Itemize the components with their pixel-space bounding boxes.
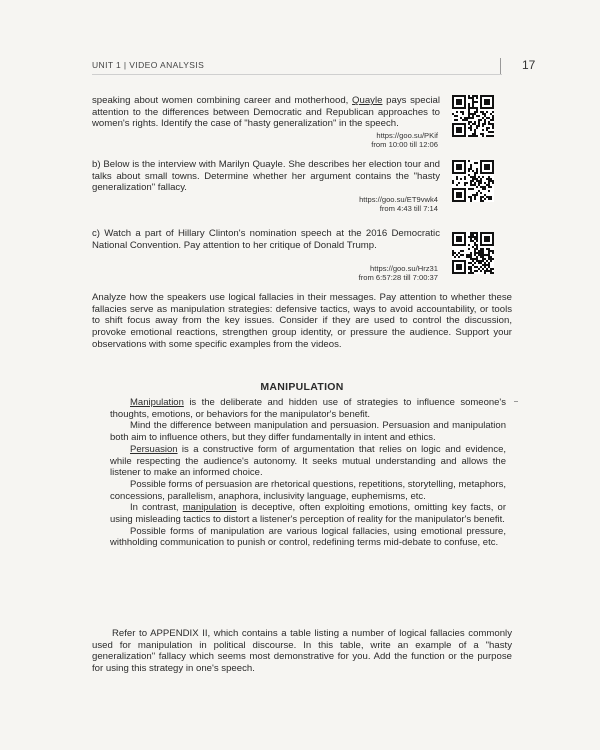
quayle-name: Quayle bbox=[352, 95, 383, 106]
manipulation-body bbox=[110, 397, 506, 549]
task-b-link-block bbox=[260, 195, 438, 214]
task-a-link-block bbox=[260, 131, 438, 150]
manipulation-definition: Manipulation is the deliberate and hidden use of strategies to influence someone's thoughts, emotions, or behaviors for the manipulator's benefit. bbox=[110, 397, 506, 420]
qr-code-b[interactable] bbox=[452, 160, 494, 202]
persuasion-definition: Persuasion is a constructive form of argumentation that relies on logic and evidence, while respecting the audience's autonomy. It seeks mutual understanding and allows the listener to make an informed choice. bbox=[110, 443, 506, 479]
task-b-link[interactable]: https://goo.su/ET9vwk4 bbox=[359, 195, 438, 204]
task-b-text: b) Below is the interview with Marilyn Quayle. She describes her election tour and talks about small towns. Determine whether her argument contains the "hasty generalization" fallacy. bbox=[92, 159, 440, 194]
page-number: 17 bbox=[522, 58, 536, 72]
running-header: UNIT 1 | VIDEO ANALYSIS bbox=[92, 60, 205, 70]
qr-code-c[interactable] bbox=[452, 232, 494, 274]
manipulation-vs-persuasion: Mind the difference between manipulation and persuasion. Persuasion and manipulation both aim to influence others, but they differ fundamentally in intent and ethics. bbox=[110, 420, 506, 444]
task-a-time: from 10:00 till 12:06 bbox=[371, 140, 438, 150]
task-c-time: from 6:57:28 till 7:00:37 bbox=[358, 273, 438, 283]
task-b-time: from 4:43 till 7:14 bbox=[379, 204, 438, 214]
manipulation-forms: Possible forms of manipulation are various logical fallacies, using emotional pressure, withholding communication to punish or control, redefining terms mid-debate to confuse, etc. bbox=[110, 525, 506, 549]
section-title-manipulation: MANIPULATION bbox=[260, 381, 344, 393]
term-manipulation-2: manipulation bbox=[182, 502, 237, 514]
header-rule bbox=[92, 74, 502, 75]
appendix-paragraph: Refer to APPENDIX II, which contains a table listing a number of logical fallacies commonly used for manipulation in political discourse. In this table, write an example of a "hasty generalization" fallacy which seems most demonstrative for you. Add the function or the purpose for using this strategy in one's speech. bbox=[92, 628, 512, 675]
task-c-link-block bbox=[260, 264, 438, 283]
task-a-link[interactable]: https://goo.su/PKif bbox=[376, 131, 438, 140]
qr-code-a[interactable] bbox=[452, 95, 494, 137]
manipulation-contrast: In contrast, manipulation is deceptive, often exploiting emotions, omitting key facts, or using misleading tactics to distort a listener's perception of reality for the manipulator's benefit. bbox=[110, 502, 506, 526]
task-c-link[interactable]: https://goo.su/Hrz31 bbox=[370, 264, 438, 273]
term-persuasion: Persuasion bbox=[130, 443, 178, 455]
term-manipulation: Manipulation bbox=[130, 397, 184, 408]
task-a-text: speaking about women combining career and motherhood, Quayle pays special attention to the differences between Democratic and Republican approaches to women's rights. Identify the case of "hasty generalization" in the speech. bbox=[92, 95, 440, 130]
header-divider bbox=[500, 58, 501, 74]
margin-mark bbox=[514, 401, 518, 402]
analyze-paragraph: Analyze how the speakers use logical fallacies in their messages. Pay attention to whether these fallacies serve as manipulation strategies: defensive tactics, ways to avoid accountability, or tools to shift focus away from the key issues. Consider if they are used to control the discussion, provoke emotional reactions, strengthen group identity, or pressure the audience. Support your observations with some specific examples from the videos. bbox=[92, 292, 512, 350]
task-c-text: c) Watch a part of Hillary Clinton's nomination speech at the 2016 Democratic National Convention. Pay attention to her critique of Donald Trump. bbox=[92, 228, 440, 251]
persuasion-forms: Possible forms of persuasion are rhetorical questions, repetitions, storytelling, metaphors, concessions, parallelism, anaphora, inclusivity language, euphemisms, etc. bbox=[110, 478, 506, 502]
